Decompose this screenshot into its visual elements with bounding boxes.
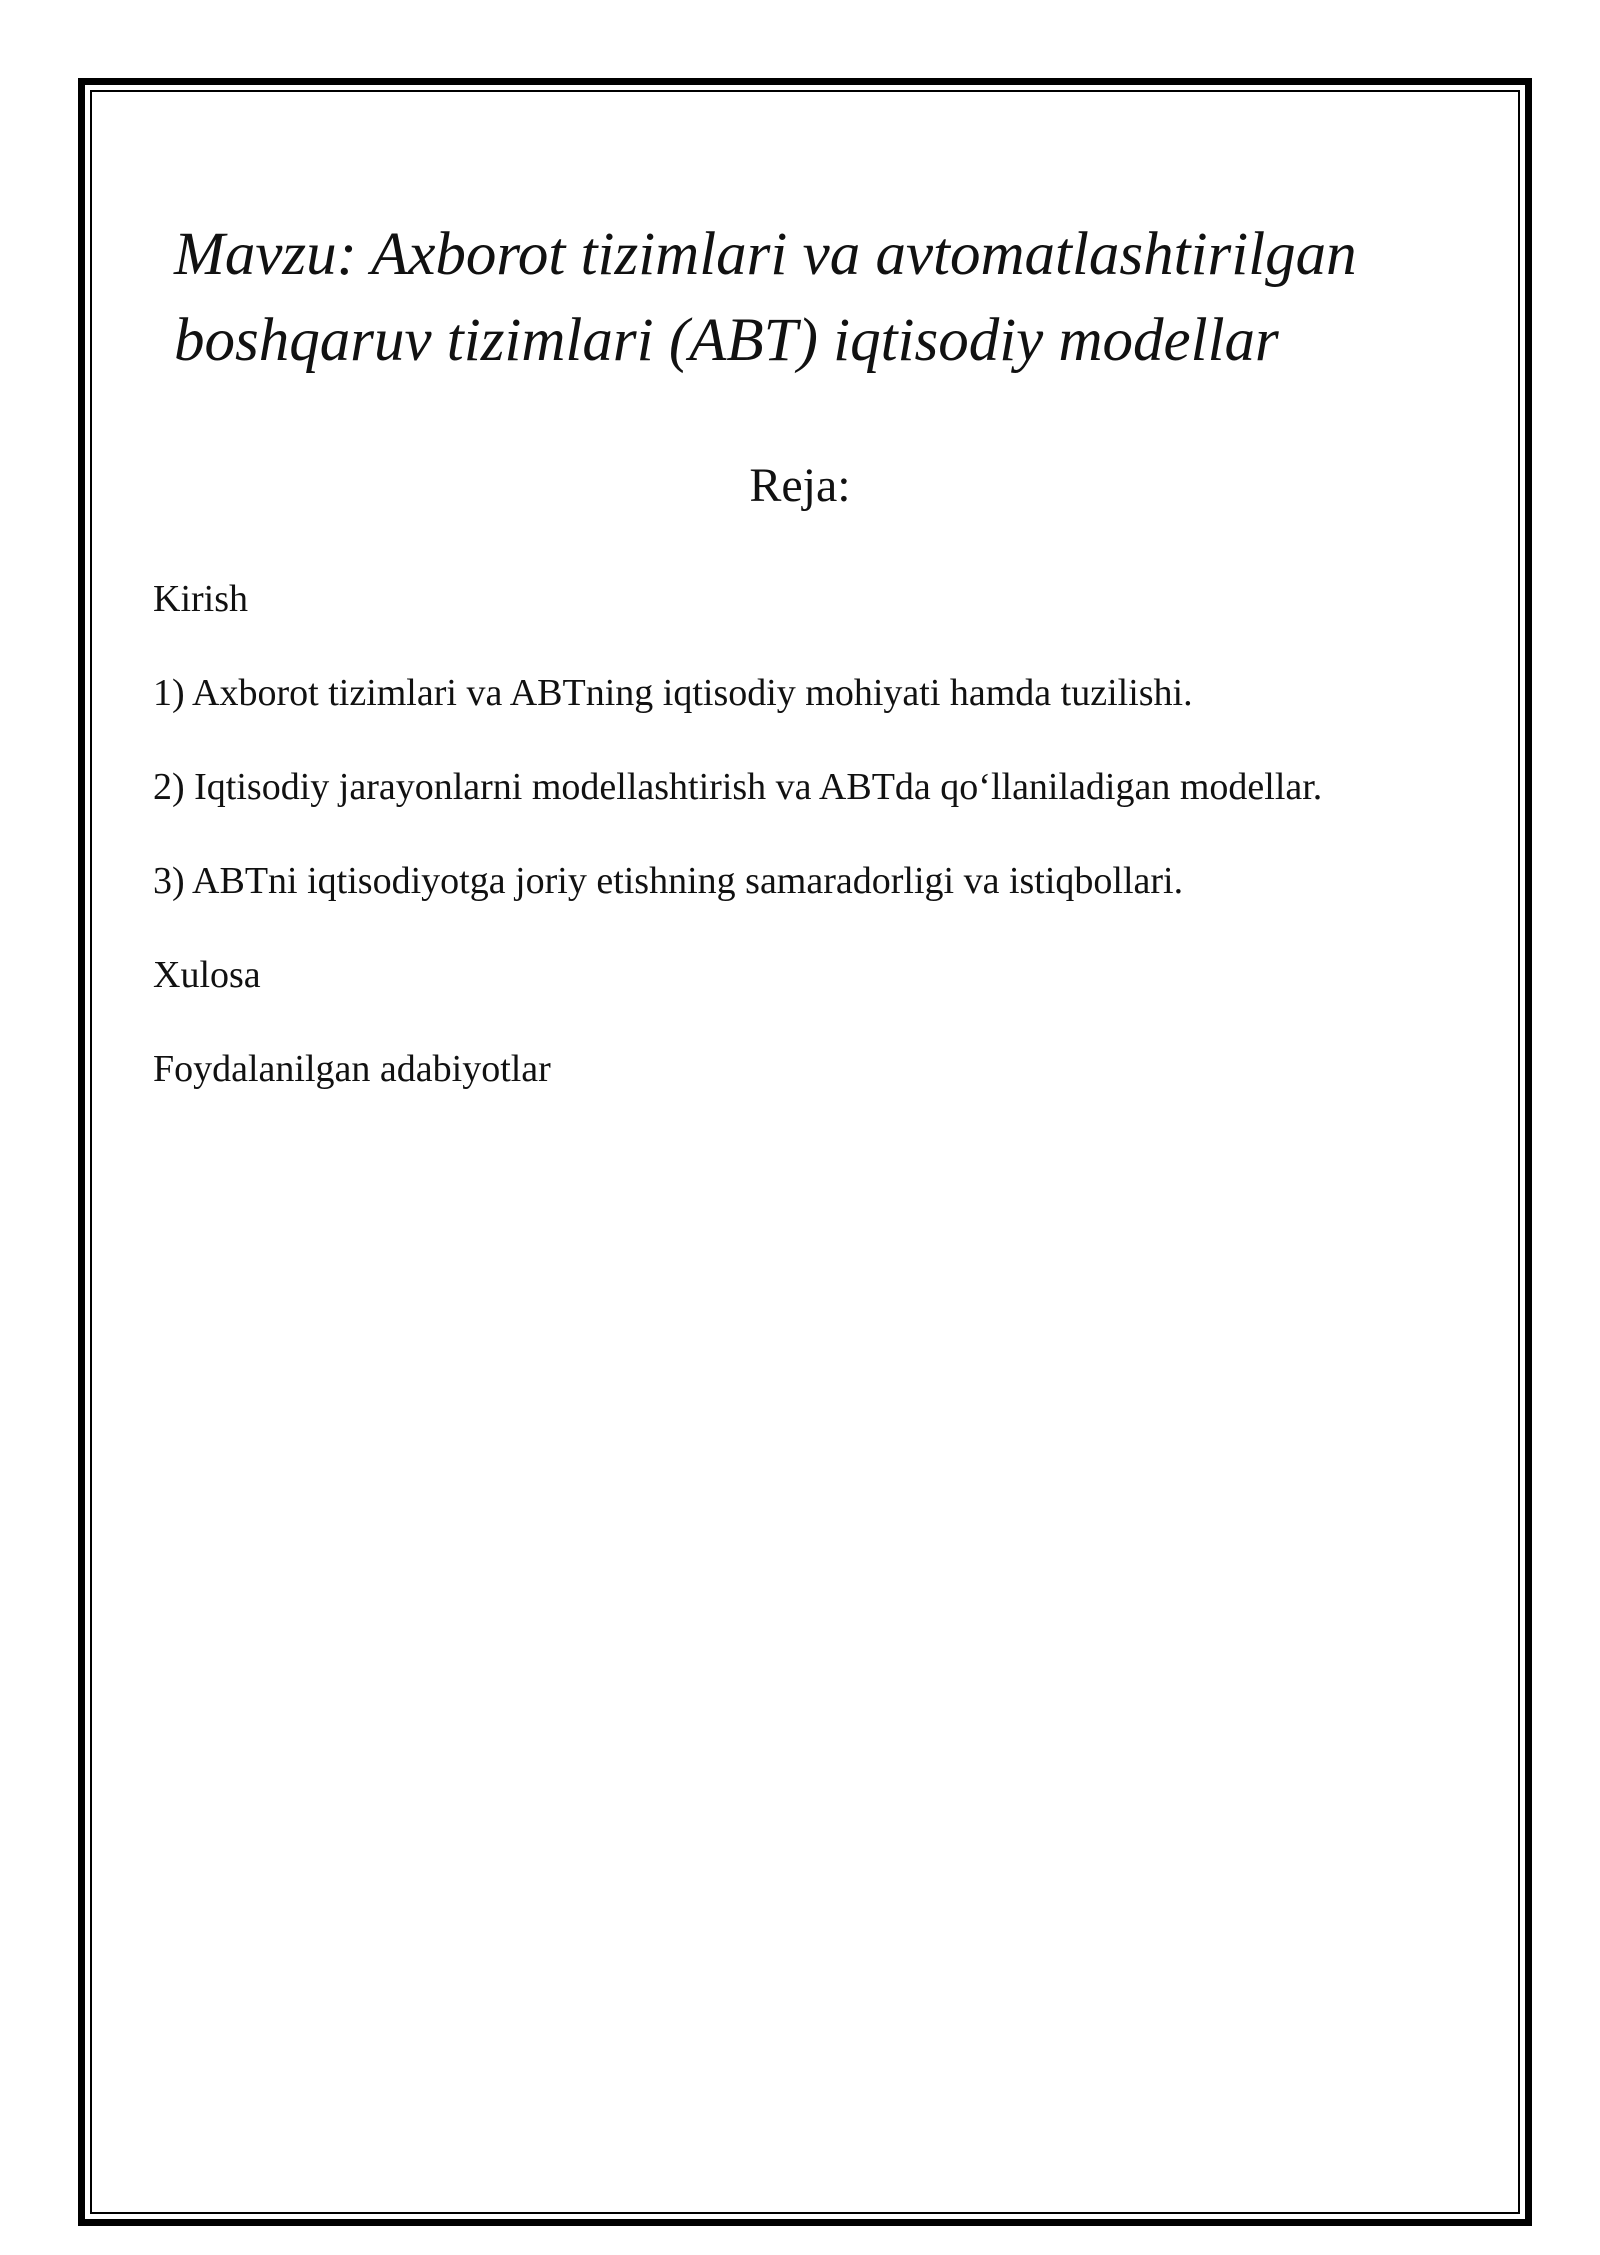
plan-item-2: 2) Iqtisodiy jarayonlarni modellashtirish va ABTda qo‘llaniladigan modellar.: [153, 766, 1323, 808]
page-border-inner: [90, 90, 1520, 2214]
plan-item-references: Foydalanilgan adabiyotlar: [153, 1048, 551, 1090]
plan-item-1: 1) Axborot tizimlari va ABTning iqtisodiy mohiyati hamda tuzilishi.: [153, 672, 1193, 714]
plan-list: [153, 572, 1449, 1136]
plan-item-conclusion: Xulosa: [153, 954, 261, 996]
plan-heading: Reja:: [749, 459, 851, 512]
plan-item-introduction: Kirish: [153, 578, 248, 620]
document-title: Mavzu: Axborot tizimlari va avtomatlashtirilgan boshqaruv tizimlari (ABT) iqtisodiy modellar: [174, 221, 1357, 374]
plan-item-3: 3) ABTni iqtisodiyotga joriy etishning samaradorligi va istiqbollari.: [153, 860, 1184, 902]
